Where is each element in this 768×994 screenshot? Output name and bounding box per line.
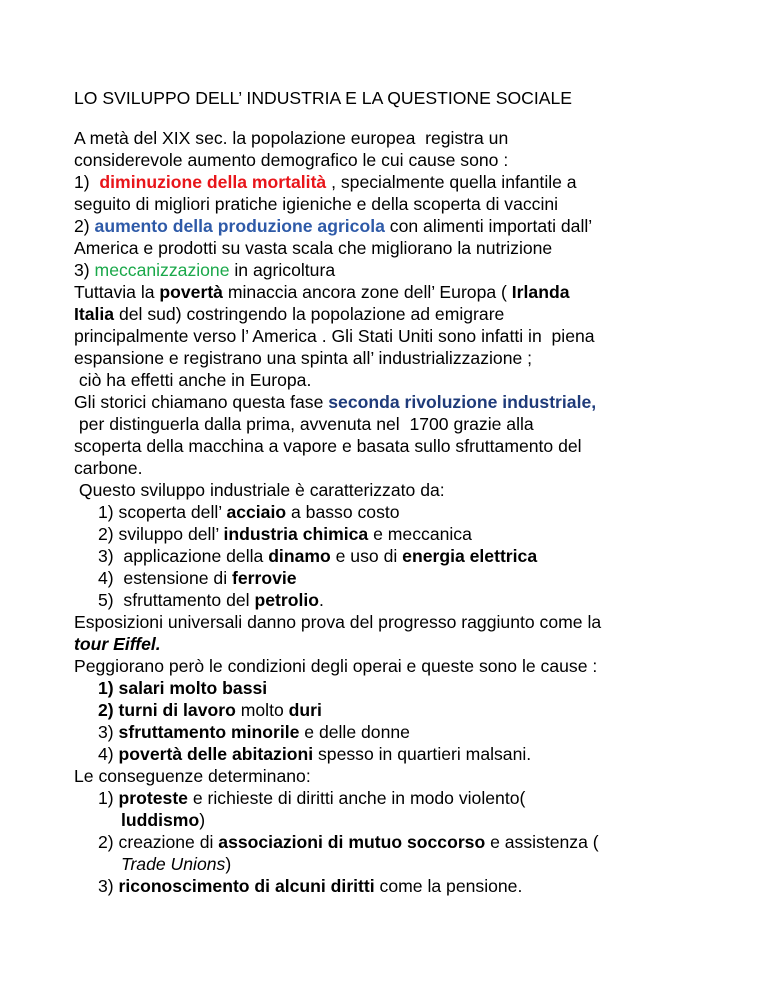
bold-text: 1) salari molto bassi [98, 678, 268, 698]
consequence-2 [98, 831, 599, 853]
revolution-line-4: carbone. [74, 458, 143, 478]
feature-2 [98, 523, 472, 545]
poverty-line-5: ciò ha effetti anche in Europa. [74, 370, 312, 390]
bold-text: ferrovie [232, 568, 297, 588]
bold-text: povertà delle abitazioni [118, 744, 314, 764]
workers-line-1: Peggiorano però le condizioni degli operai e queste sono le cause : [74, 656, 598, 676]
text-run: del sud) costringendo la popolazione ad emigrare [114, 304, 505, 324]
text-run: Gli storici chiamano questa fase [74, 392, 329, 412]
consequence-2-continued [121, 853, 231, 875]
bold-text: riconoscimento di alcuni diritti [118, 876, 375, 896]
text-run: 1) scoperta dell’ [98, 502, 227, 522]
text-run: e meccanica [368, 524, 472, 544]
intro-line-2: considerevole aumento demografico le cui cause sono : [74, 150, 509, 170]
text-run: . [318, 590, 324, 610]
text-run: 3) applicazione della [98, 546, 269, 566]
bold-text: industria chimica [223, 524, 369, 544]
poverty-line-4: espansione e registrano una spinta all’ industrializzazione ; [74, 348, 533, 368]
consequence-1 [98, 787, 525, 809]
text-run: 1) [98, 788, 119, 808]
text-run: ) [199, 810, 206, 830]
text-run: a basso costo [286, 502, 400, 522]
bold-text: luddismo [121, 810, 200, 830]
cause-2-text: con alimenti importati dall’ [384, 216, 593, 236]
bold-text: energia elettrica [402, 546, 538, 566]
feature-1 [98, 501, 400, 523]
text-run: 4) estensione di [98, 568, 232, 588]
cause-2 [74, 215, 592, 237]
revolution-line-1 [74, 391, 596, 413]
worker-cause-2 [98, 699, 322, 721]
text-run: e delle donne [299, 722, 410, 742]
poverty-line-3: principalmente verso l’ America . Gli Stati Uniti sono infatti in piena [74, 326, 595, 346]
cause-1-continued: seguito di migliori pratiche igieniche e della scoperta di vaccini [74, 194, 559, 214]
cause-3-highlight: meccanizzazione [94, 260, 230, 280]
bold-text: dinamo [268, 546, 331, 566]
italic-text: Trade Unions [121, 854, 226, 874]
text-run: spesso in quartieri malsani. [313, 744, 532, 764]
cause-1-highlight: diminuzione della mortalità [99, 172, 327, 192]
cause-1-text: , specialmente quella infantile a [326, 172, 577, 192]
exhibitions-line-1: Esposizioni universali danno prova del progresso raggiunto come la [74, 612, 602, 632]
highlight-text: seconda rivoluzione industriale, [328, 392, 597, 412]
text-run: minaccia ancora zone dell’ Europa ( [222, 282, 512, 302]
feature-5 [98, 589, 324, 611]
text-run: 5) sfruttamento del [98, 590, 255, 610]
consequence-3 [98, 875, 522, 897]
text-run: 2) creazione di [98, 832, 219, 852]
text-run: 3) [98, 876, 119, 896]
text-run: ) [225, 854, 232, 874]
consequence-1-continued [121, 809, 205, 831]
revolution-line-3: scoperta della macchina a vapore e basata sullo sfruttamento del [74, 436, 582, 456]
exhibitions-line-2 [74, 633, 161, 655]
bold-text: proteste [118, 788, 188, 808]
text-run: 3) [98, 722, 119, 742]
poverty-line-2 [74, 303, 504, 325]
worker-cause-4 [98, 743, 531, 765]
cause-2-highlight: aumento della produzione agricola [94, 216, 385, 236]
cause-3-number: 3) [74, 260, 95, 280]
text-run: e uso di [330, 546, 403, 566]
bold-italic-text: tour Eiffel. [74, 634, 161, 654]
text-run: Tuttavia la [74, 282, 160, 302]
text-run: molto [235, 700, 289, 720]
cause-1 [74, 171, 577, 193]
document-title: LO SVILUPPO DELL’ INDUSTRIA E LA QUESTIONE SOCIALE [74, 88, 573, 108]
bold-text: acciaio [226, 502, 287, 522]
consequences-heading: Le conseguenze determinano: [74, 766, 311, 786]
poverty-line-1 [74, 281, 569, 303]
cause-1-number: 1) [74, 172, 100, 192]
worker-cause-3 [98, 721, 410, 743]
bold-text: petrolio [254, 590, 319, 610]
revolution-line-2: per distinguerla dalla prima, avvenuta nel 1700 grazie alla [74, 414, 534, 434]
feature-4 [98, 567, 297, 589]
bold-text: sfruttamento minorile [118, 722, 300, 742]
bold-text: Italia [74, 304, 115, 324]
intro-line-1: A metà del XIX sec. la popolazione europea registra un [74, 128, 509, 148]
bold-text: 2) turni di lavoro [98, 700, 236, 720]
feature-3 [98, 545, 537, 567]
revolution-line-5: Questo sviluppo industriale è caratterizzato da: [74, 480, 445, 500]
text-run: come la pensione. [374, 876, 523, 896]
text-run: e richieste di diritti anche in modo violento( [187, 788, 526, 808]
cause-3-text: in agricoltura [229, 260, 336, 280]
text-run: 2) sviluppo dell’ [98, 524, 224, 544]
bold-text: Irlanda [511, 282, 570, 302]
cause-2-continued: America e prodotti su vasta scala che migliorano la nutrizione [74, 238, 553, 258]
cause-3 [74, 259, 335, 281]
text-run: 4) [98, 744, 119, 764]
worker-cause-1 [98, 677, 267, 699]
bold-text: duri [288, 700, 322, 720]
text-run: e assistenza ( [485, 832, 599, 852]
bold-text: associazioni di mutuo soccorso [218, 832, 486, 852]
bold-text: povertà [159, 282, 223, 302]
cause-2-number: 2) [74, 216, 95, 236]
